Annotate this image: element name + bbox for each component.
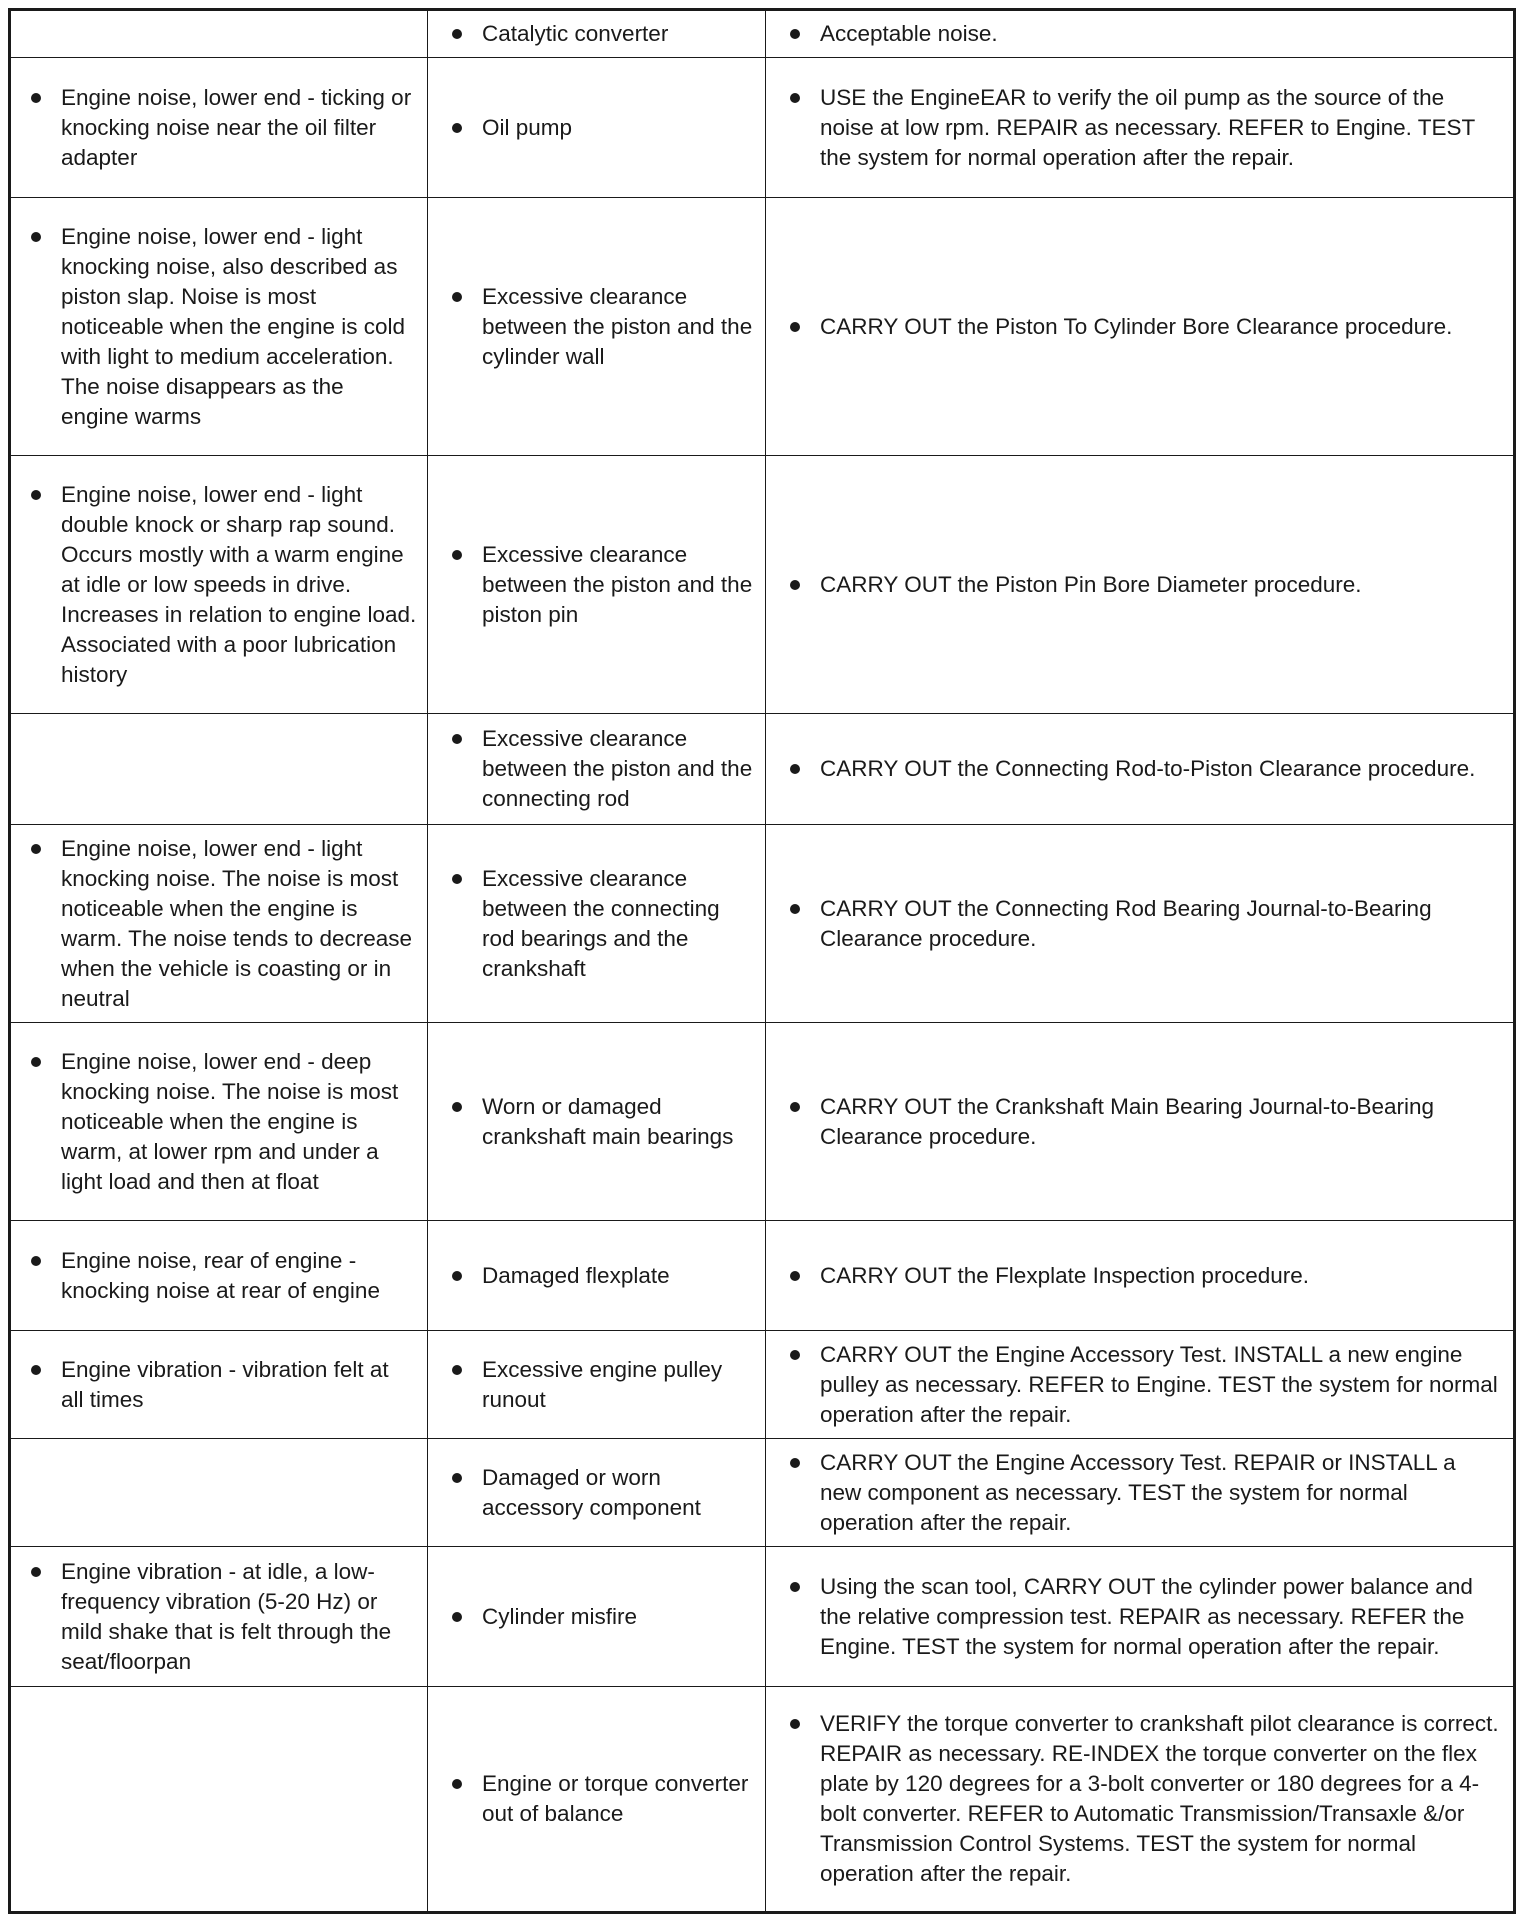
bullet-icon (452, 292, 462, 302)
list-item (31, 83, 417, 173)
table-row (10, 825, 1515, 1023)
symptom-text: Engine noise, lower end - light knocking noise. The noise is most noticeable when the engine is warm. The noise tends to decrease when the vehicle is coasting or in neutral (61, 835, 413, 1011)
cause-text: Damaged or worn accessory component (482, 1464, 701, 1520)
bullet-icon (31, 844, 41, 854)
bullet-icon (31, 1365, 41, 1375)
action-text: CARRY OUT the Engine Accessory Test. REPAIR or INSTALL a new component as necessary. TEST the system for normal operation after the repair. (820, 1449, 1456, 1535)
cause-cell (428, 1439, 766, 1547)
bullet-icon (31, 1256, 41, 1266)
bullet-icon (790, 1271, 800, 1281)
action-text: VERIFY the torque converter to crankshaft pilot clearance is correct. REPAIR as necessary. RE-INDEX the torque converter on the flex plate by 120 degrees for a 3-bolt converter or 180 degrees for a 4-bolt converter. REFER to Automatic Transmission/Transaxle &/or Transmission Control Systems. TEST the system for normal operation after the repair. (820, 1711, 1499, 1886)
bullet-icon (790, 322, 800, 332)
cause-cell (428, 198, 766, 456)
symptom-cell (10, 714, 428, 825)
cause-cell (428, 1687, 766, 1913)
list-item (452, 724, 755, 814)
list-item (790, 1340, 1503, 1430)
action-cell (766, 1687, 1515, 1913)
cause-cell (428, 456, 766, 714)
list-item (31, 222, 417, 432)
symptom-text: Engine noise, lower end - light knocking noise, also described as piston slap. Noise is most noticeable when the engine is cold with light to medium acceleration. The noise disappears as the engine warms (61, 223, 405, 429)
cause-text: Excessive engine pulley runout (482, 1356, 723, 1412)
bullet-icon (452, 1612, 462, 1622)
symptom-cell (10, 1687, 428, 1913)
list-item (31, 480, 417, 690)
cause-cell (428, 1547, 766, 1687)
action-text: CARRY OUT the Engine Accessory Test. INSTALL a new engine pulley as necessary. REFER to Engine. TEST the system for normal operation after the repair. (820, 1341, 1498, 1427)
cause-text: Cylinder misfire (482, 1603, 638, 1629)
symptom-cell (10, 1547, 428, 1687)
symptom-cell (10, 1221, 428, 1331)
action-text: CARRY OUT the Connecting Rod Bearing Journal-to-Bearing Clearance procedure. (820, 895, 1432, 951)
symptom-text: Engine noise, lower end - ticking or knocking noise near the oil filter adapter (61, 84, 412, 170)
cause-cell (428, 714, 766, 825)
list-item (452, 1769, 755, 1829)
cause-text: Engine or torque converter out of balance (482, 1771, 749, 1826)
bullet-icon (790, 29, 800, 39)
action-text: Using the scan tool, CARRY OUT the cylinder power balance and the relative compression test. REPAIR as necessary. REFER the Engine. TEST the system for normal operation after the repair. (820, 1573, 1473, 1659)
bullet-icon (452, 1779, 462, 1789)
bullet-icon (790, 580, 800, 590)
list-item (452, 864, 755, 984)
symptom-text: Engine vibration - at idle, a low-frequency vibration (5-20 Hz) or mild shake that is felt through the seat/floorpan (61, 1558, 392, 1674)
table-row (10, 456, 1515, 714)
list-item (452, 1261, 755, 1291)
table-row (10, 10, 1515, 58)
symptom-text: Engine noise, lower end - deep knocking noise. The noise is most noticeable when the engine is warm, at lower rpm and under a light load and then at float (61, 1048, 399, 1194)
list-item (452, 1463, 755, 1523)
table-row (10, 714, 1515, 825)
list-item (790, 1709, 1503, 1889)
bullet-icon (790, 1102, 800, 1112)
cause-cell (428, 1221, 766, 1331)
symptom-cell (10, 825, 428, 1023)
list-item (31, 1355, 417, 1415)
symptom-cell (10, 10, 428, 58)
action-cell (766, 1547, 1515, 1687)
action-cell (766, 1331, 1515, 1439)
symptom-cell (10, 198, 428, 456)
list-item (790, 312, 1503, 342)
diagnosis-table (8, 8, 1516, 1914)
bullet-icon (790, 904, 800, 914)
bullet-icon (452, 1102, 462, 1112)
bullet-icon (790, 764, 800, 774)
table-row (10, 1547, 1515, 1687)
bullet-icon (452, 29, 462, 39)
list-item (790, 754, 1503, 784)
bullet-icon (452, 1271, 462, 1281)
table-row (10, 1331, 1515, 1439)
bullet-icon (452, 734, 462, 744)
action-cell (766, 825, 1515, 1023)
bullet-icon (31, 1057, 41, 1067)
symptom-cell (10, 1331, 428, 1439)
list-item (31, 1246, 417, 1306)
bullet-icon (452, 1365, 462, 1375)
list-item (452, 540, 755, 630)
list-item (452, 19, 755, 49)
list-item (790, 1261, 1503, 1291)
table-row (10, 1687, 1515, 1913)
cause-cell (428, 825, 766, 1023)
bullet-icon (452, 874, 462, 884)
action-text: CARRY OUT the Piston Pin Bore Diameter procedure. (820, 571, 1362, 597)
list-item (790, 19, 1503, 49)
table-row (10, 1439, 1515, 1547)
list-item (790, 1572, 1503, 1662)
list-item (31, 1557, 417, 1677)
action-text: CARRY OUT the Crankshaft Main Bearing Journal-to-Bearing Clearance procedure. (820, 1093, 1435, 1149)
list-item (31, 1047, 417, 1197)
symptom-cell (10, 456, 428, 714)
cause-text: Worn or damaged crankshaft main bearings (482, 1093, 734, 1149)
symptom-cell (10, 58, 428, 198)
action-cell (766, 1023, 1515, 1221)
symptom-cell (10, 1439, 428, 1547)
cause-cell (428, 58, 766, 198)
bullet-icon (790, 1719, 800, 1729)
action-text: USE the EngineEAR to verify the oil pump as the source of the noise at low rpm. REPAIR as necessary. REFER to Engine. TEST the system for normal operation after the repair. (820, 84, 1475, 170)
cause-cell (428, 1331, 766, 1439)
list-item (790, 1448, 1503, 1538)
symptom-text: Engine noise, lower end - light double knock or sharp rap sound. Occurs mostly with a warm engine at idle or low speeds in drive. Increases in relation to engine load. Associated with a poor lubrication history (61, 481, 417, 687)
cause-text: Excessive clearance between the connecting rod bearings and the crankshaft (482, 865, 720, 981)
list-item (790, 570, 1503, 600)
symptom-cell (10, 1023, 428, 1221)
action-cell (766, 1221, 1515, 1331)
bullet-icon (790, 1582, 800, 1592)
table-row (10, 1221, 1515, 1331)
list-item (452, 1092, 755, 1152)
cause-text: Excessive clearance between the piston and the connecting rod (482, 726, 753, 811)
bullet-icon (31, 1567, 41, 1577)
action-cell (766, 10, 1515, 58)
action-cell (766, 1439, 1515, 1547)
table-row (10, 1023, 1515, 1221)
cause-text: Oil pump (482, 114, 573, 140)
list-item (452, 113, 755, 143)
bullet-icon (790, 1458, 800, 1468)
list-item (790, 894, 1503, 954)
list-item (31, 834, 417, 1014)
action-text: CARRY OUT the Piston To Cylinder Bore Clearance procedure. (820, 313, 1453, 339)
action-cell (766, 456, 1515, 714)
bullet-icon (452, 1473, 462, 1483)
list-item (790, 1092, 1503, 1152)
list-item (452, 1602, 755, 1632)
table-row (10, 198, 1515, 456)
action-text: CARRY OUT the Flexplate Inspection procedure. (820, 1262, 1310, 1288)
bullet-icon (790, 1350, 800, 1360)
cause-text: Excessive clearance between the piston and the piston pin (482, 541, 753, 627)
table-row (10, 58, 1515, 198)
list-item (452, 1355, 755, 1415)
action-cell (766, 714, 1515, 825)
cause-cell (428, 10, 766, 58)
action-text: Acceptable noise. (820, 21, 998, 46)
list-item (452, 282, 755, 372)
bullet-icon (452, 123, 462, 133)
bullet-icon (452, 550, 462, 560)
cause-cell (428, 1023, 766, 1221)
cause-text: Excessive clearance between the piston and the cylinder wall (482, 283, 753, 369)
cause-text: Catalytic converter (482, 21, 669, 46)
bullet-icon (790, 93, 800, 103)
bullet-icon (31, 490, 41, 500)
list-item (790, 83, 1503, 173)
bullet-icon (31, 232, 41, 242)
cause-text: Damaged flexplate (482, 1262, 670, 1288)
bullet-icon (31, 93, 41, 103)
action-cell (766, 58, 1515, 198)
symptom-text: Engine vibration - vibration felt at all times (61, 1356, 389, 1412)
action-text: CARRY OUT the Connecting Rod-to-Piston Clearance procedure. (820, 756, 1476, 781)
action-cell (766, 198, 1515, 456)
symptom-text: Engine noise, rear of engine - knocking noise at rear of engine (61, 1247, 380, 1303)
